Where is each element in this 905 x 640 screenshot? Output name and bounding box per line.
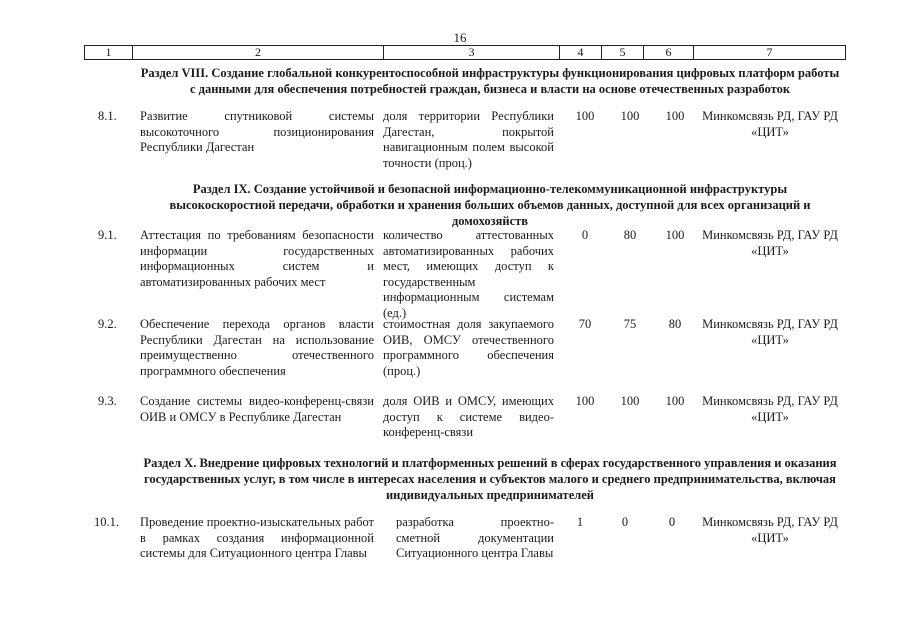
indicator-text: доля территории Республики Дагестан, покрытой навигационным полем высокой точности (проц.) — [383, 109, 554, 170]
value-2: 100 — [620, 109, 640, 123]
value-1: 70 — [578, 317, 592, 331]
header-col-2: 2 — [133, 46, 384, 59]
header-col-1: 1 — [85, 46, 133, 59]
header-col-5: 5 — [602, 46, 644, 59]
indicator-text: доля ОИВ и ОМСУ, имеющих доступ к системе видео-конференц-связи — [383, 394, 554, 439]
value-2: 80 — [623, 228, 637, 242]
value-1: 1 — [576, 515, 584, 529]
section-title: Раздел IX. Создание устойчивой и безопасной информационно-телекоммуникационной инфраструктуры высокоскоростной передачи, обработки и хранения больших объемов данных, доступной для всех организаций и домохозяйств — [169, 182, 811, 228]
section-title: Раздел X. Внедрение цифровых технологий и платформенных решений в сферах государственного управления и оказания государственных услуг, в том числе в интересах населения и субъектов малого и среднего предпринимательства, включая индивидуальных предпринимателей — [143, 456, 837, 502]
measure-text: Обеспечение перехода органов власти Республики Дагестан на использование преимущественно отечественного программного обеспечения — [140, 317, 374, 378]
indicator-text: стоимостная доля закупаемого ОИВ, ОМСУ отечественного программного обеспечения (проц.) — [383, 317, 554, 378]
measure-text: Проведение проектно-изыскательных работ в рамках создания информационной системы для Ситуационного центра Главы — [140, 515, 374, 560]
value-3: 80 — [668, 317, 682, 331]
header-col-6: 6 — [644, 46, 694, 59]
responsible-text: Минкомсвязь РД, ГАУ РД «ЦИТ» — [702, 228, 838, 258]
responsible-text: Минкомсвязь РД, ГАУ РД «ЦИТ» — [702, 317, 838, 347]
section-title: Раздел VIII. Создание глобальной конкурентоспособной инфраструктуры функционирования цифровых платформ работы с данными для обеспечения потребностей граждан, бизнеса и власти на основе отечественных разработок — [140, 66, 840, 96]
page-number: 16 — [453, 30, 467, 45]
value-1: 100 — [575, 394, 595, 408]
value-3: 100 — [665, 109, 685, 123]
value-2: 75 — [623, 317, 637, 331]
responsible-text: Минкомсвязь РД, ГАУ РД «ЦИТ» — [702, 109, 838, 139]
measure-text: Аттестация по требованиям безопасности информации государственных информационных систем и автоматизированных рабочих мест — [140, 228, 374, 289]
value-1: 100 — [575, 109, 595, 123]
value-2: 0 — [621, 515, 629, 529]
header-col-7: 7 — [766, 45, 773, 59]
indicator-text: количество аттестованных автоматизированных рабочих мест, имеющих доступ к государственным информационным системам (ед.) — [383, 228, 554, 320]
measure-text: Создание системы видео-конференц-связи ОИВ и ОМСУ в Республике Дагестан — [140, 394, 374, 424]
row-number: 8.1. — [98, 109, 117, 123]
measure-text: Развитие спутниковой системы высокоточного позиционирования Республики Дагестан — [140, 109, 374, 154]
header-col-3: 3 — [384, 46, 560, 59]
value-2: 100 — [620, 394, 640, 408]
indicator-text: разработка проектно-сметной документации Ситуационного центра Главы — [396, 515, 554, 560]
row-number: 9.3. — [98, 394, 117, 408]
header-col-4: 4 — [560, 46, 602, 59]
responsible-text: Минкомсвязь РД, ГАУ РД «ЦИТ» — [702, 515, 838, 545]
table-header-row — [84, 45, 846, 60]
value-3: 100 — [665, 228, 685, 242]
responsible-text: Минкомсвязь РД, ГАУ РД «ЦИТ» — [702, 394, 838, 424]
row-number: 9.1. — [98, 228, 117, 242]
value-3: 0 — [668, 515, 676, 529]
row-number: 9.2. — [98, 317, 117, 331]
value-3: 100 — [665, 394, 685, 408]
row-number: 10.1. — [94, 515, 119, 529]
value-1: 0 — [581, 228, 589, 242]
